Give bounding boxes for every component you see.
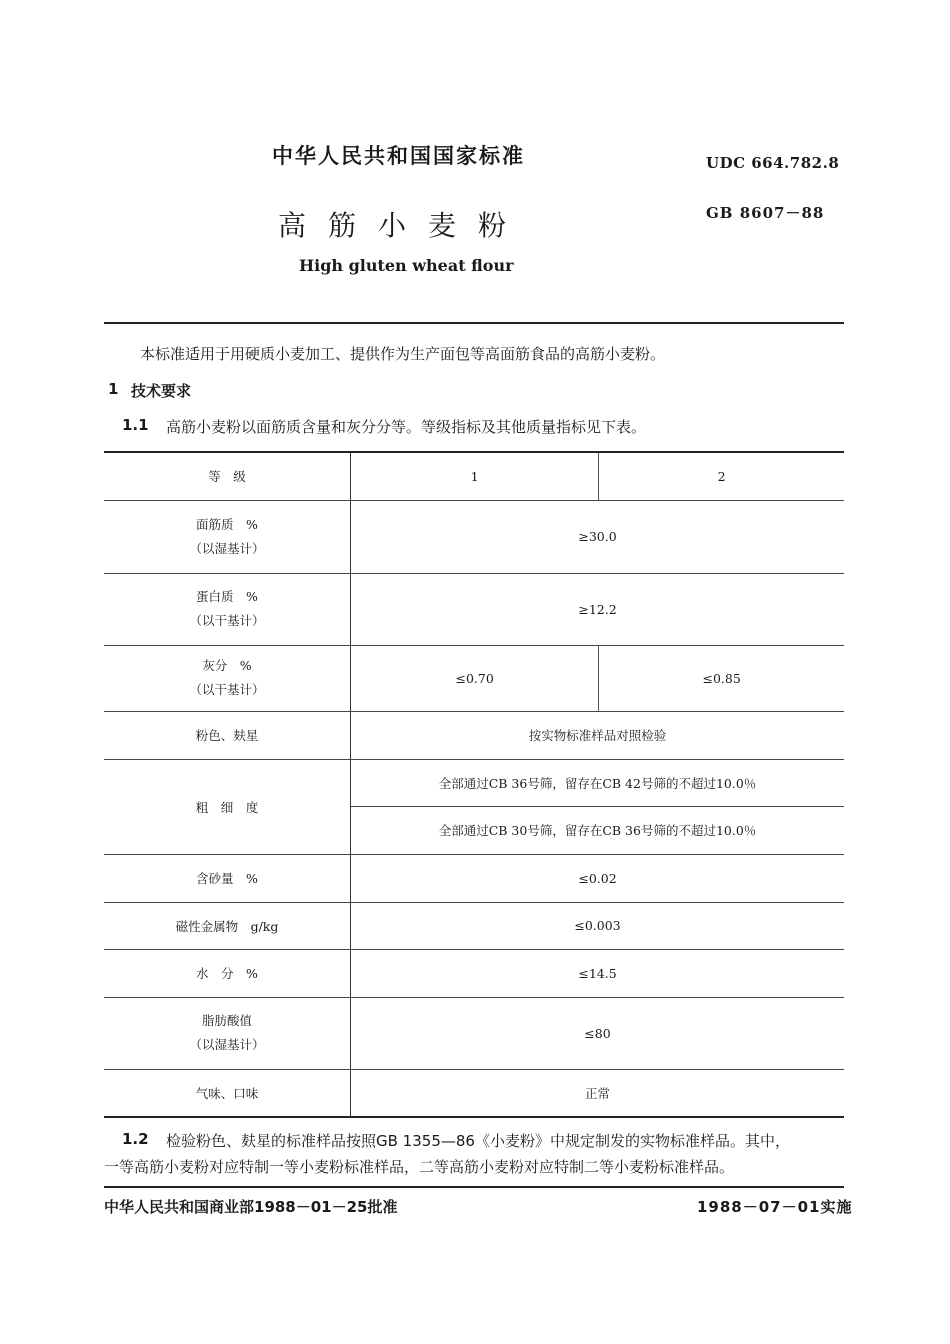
ash-basis: （以干基计） <box>189 682 265 697</box>
scope-paragraph: 本标准适用于用硬质小麦加工、提供作为生产面包等高面筋食品的高筋小麦粉。 <box>140 345 666 363</box>
magnetic-value: ≤0.003 <box>351 902 845 949</box>
gluten-label: 面筋质 % <box>196 516 258 532</box>
magnetic-label: 磁性金属物 g/kg <box>104 902 351 949</box>
udc-code: UDC 664.782.8 <box>706 154 840 172</box>
ash-grade-2-value: ≤0.85 <box>599 645 844 711</box>
fatty-acid-value: ≤80 <box>351 997 845 1069</box>
section-1-number: 1 <box>108 380 119 398</box>
table-row-odor <box>104 1069 844 1117</box>
table-row-sand <box>104 854 844 902</box>
moisture-value: ≤14.5 <box>351 949 845 997</box>
document-title: 高筋小麦粉 <box>278 209 529 242</box>
table-row-gluten <box>104 500 844 573</box>
gluten-basis: （以湿基计） <box>189 540 265 556</box>
table-row-color <box>104 711 844 759</box>
clause-1-1-text: 高筋小麦粉以面筋质含量和灰分分等。等级指标及其他质量指标见下表。 <box>166 418 647 436</box>
section-1-title: 技术要求 <box>131 382 192 400</box>
odor-value: 正常 <box>351 1069 845 1117</box>
gluten-label-cell <box>104 500 351 573</box>
approval-line: 中华人民共和国商业部1988－01－25批准 <box>104 1198 398 1216</box>
header-rule <box>104 322 844 324</box>
sand-label: 含砂量 % <box>104 854 351 902</box>
fatty-acid-label-cell <box>104 997 351 1069</box>
issuing-organization: 中华人民共和国国家标准 <box>272 144 525 168</box>
table-row-grade <box>104 452 844 500</box>
effective-date: 1988－07－01实施 <box>697 1198 853 1216</box>
moisture-label: 水 分 % <box>104 949 351 997</box>
fineness-value-2: 全部通过CB 30号筛，留存在CB 36号筛的不超过10.0％ <box>351 806 845 854</box>
ash-label: 灰分 % <box>202 658 252 673</box>
english-title: High gluten wheat flour <box>299 256 514 275</box>
fineness-label: 粗 细 度 <box>104 759 351 854</box>
clause-1-2-line-2: 一等高筋小麦粉对应特制一等小麦粉标准样品，二等高筋小麦粉对应特制二等小麦粉标准样品。 <box>104 1158 735 1176</box>
fatty-acid-label: 脂肪酸值 <box>201 1013 252 1028</box>
table-row-ash <box>104 645 844 711</box>
fatty-acid-basis: （以湿基计） <box>189 1037 265 1052</box>
protein-value: ≥12.2 <box>351 573 845 645</box>
protein-basis: （以干基计） <box>189 613 265 628</box>
ash-grade-1-value: ≤0.70 <box>351 645 599 711</box>
protein-label-cell <box>104 573 351 645</box>
table-row-fineness-1 <box>104 759 844 806</box>
fineness-value-1: 全部通过CB 36号筛，留存在CB 42号筛的不超过10.0％ <box>351 759 845 806</box>
clause-1-2-number: 1.2 <box>122 1130 149 1148</box>
table-row-magnetic <box>104 902 844 949</box>
ash-label-cell <box>104 645 351 711</box>
protein-label: 蛋白质 % <box>196 589 258 604</box>
grade-1-header: 1 <box>351 452 599 500</box>
clause-1-1-number: 1.1 <box>122 416 149 434</box>
gb-standard-number: GB 8607－88 <box>706 204 825 222</box>
table-row-moisture <box>104 949 844 997</box>
color-value: 按实物标准样品对照检验 <box>351 711 845 759</box>
clause-1-2-line-1: 检验粉色、麸星的标准样品按照GB 1355—86《小麦粉》中规定制发的实物标准样品。其中， <box>166 1132 790 1150</box>
grade-header-label: 等 级 <box>104 452 351 500</box>
odor-label: 气味、口味 <box>104 1069 351 1117</box>
table-row-protein <box>104 573 844 645</box>
footer-rule <box>104 1186 844 1188</box>
grade-2-header: 2 <box>599 452 844 500</box>
gluten-value: ≥30.0 <box>351 500 845 573</box>
table-row-fatty-acid <box>104 997 844 1069</box>
quality-index-table <box>104 451 844 1118</box>
color-label: 粉色、麸星 <box>104 711 351 759</box>
sand-value: ≤0.02 <box>351 854 845 902</box>
